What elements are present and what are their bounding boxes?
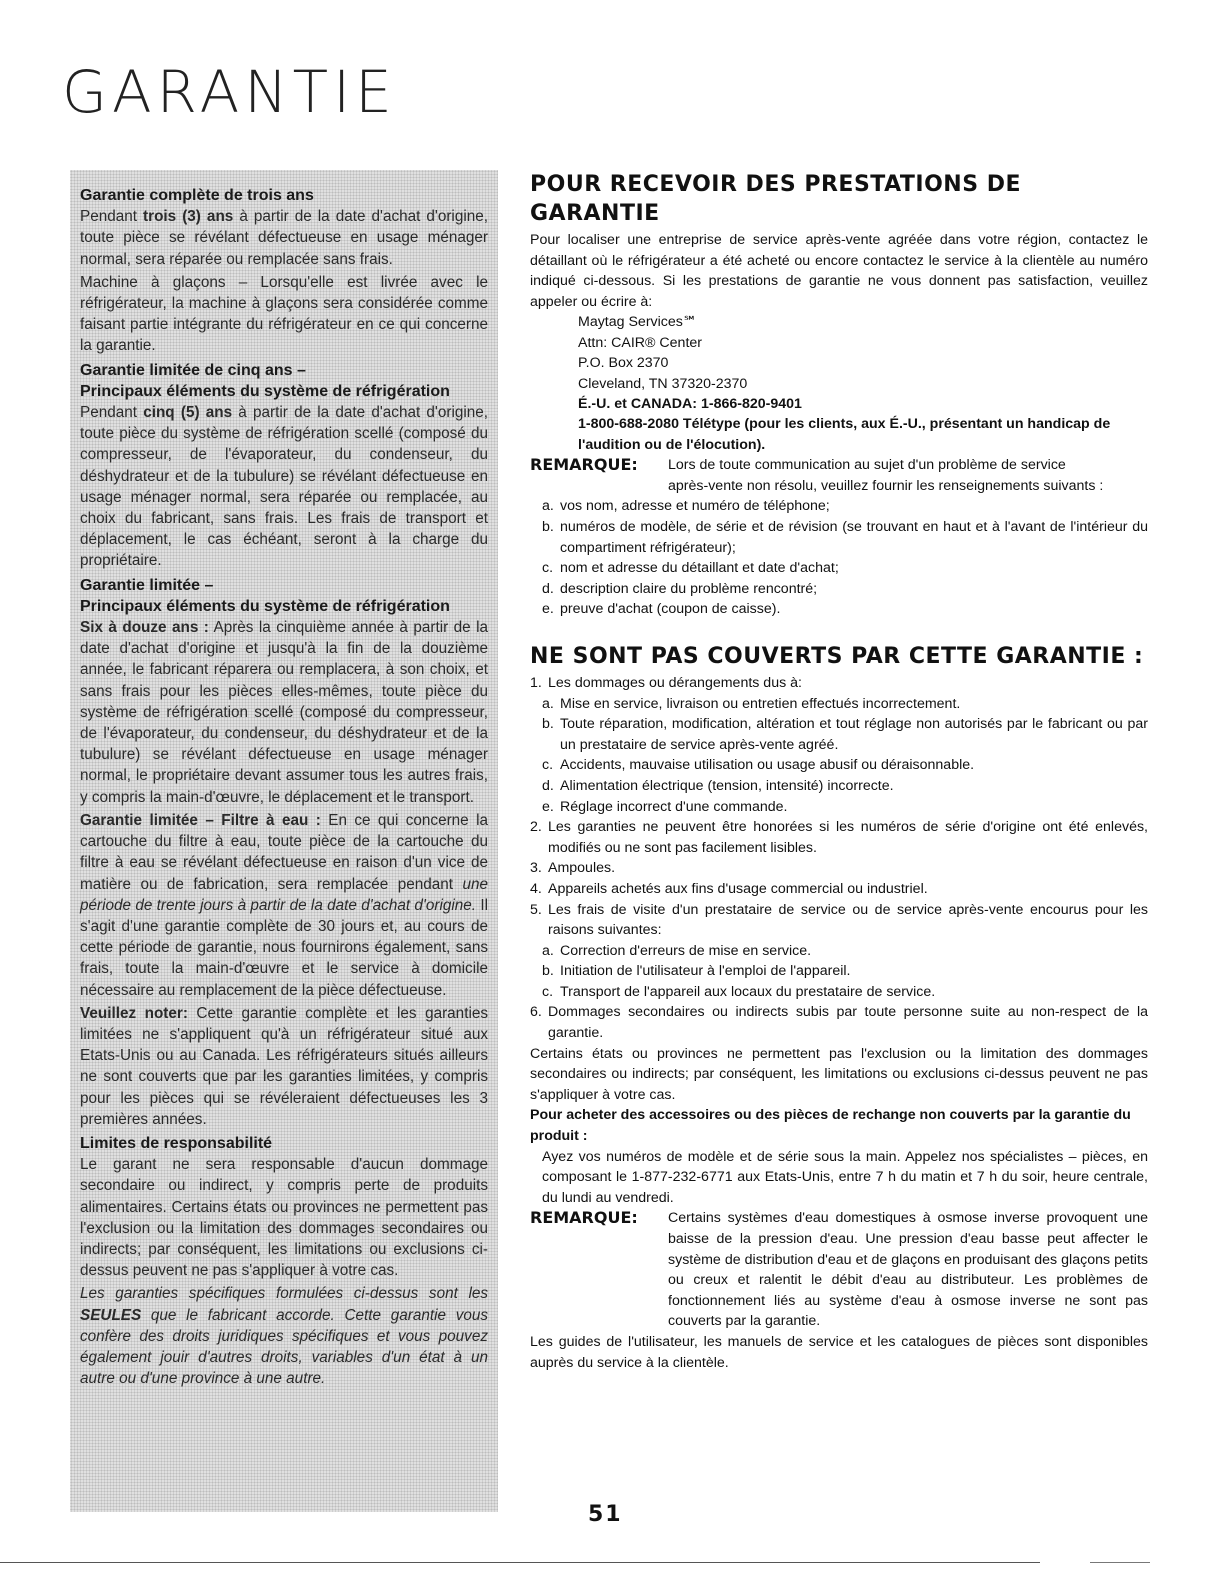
note-label: REMARQUE: <box>530 455 638 475</box>
list-item: b. Toute réparation, modification, altération et tout réglage non autorisés par le fabricant ou par un prestataire de service après-vente agréé. <box>542 716 1148 753</box>
bottom-rule <box>0 1562 1040 1563</box>
tty-number: 1-800-688-2080 Télétype (pour les clients, aux É.-U., présentant un handicap de l'audition ou de l'élocution). <box>578 416 1111 453</box>
list-item: 6. Dommages secondaires ou indirects subis par toute personne suite au non-respect de la garantie. <box>530 1004 1148 1042</box>
ice-maker-paragraph: Machine à glaçons – Lorsqu'elle est livrée avec le réfrigérateur, la machine à glaçons sera considérée comme faisant partie intégrante du réfrigérateur en ce qui concerne la garantie. <box>80 273 488 355</box>
phone-number: É.-U. et CANADA: 1-866-820-9401 <box>578 396 802 412</box>
exclusions-list <box>530 673 1148 694</box>
list-item: a. Correction d'erreurs de mise en service. <box>542 942 812 959</box>
section-heading: Garantie limitée de cinq ans – <box>80 361 306 379</box>
service-info-column: POUR RECEVOIR DES PRESTATIONS DE GARANTIE Pour localiser une entreprise de service après-vente agréée dans votre région, contactez le détaillant où le réfrigérateur a été acheté ou encore contactez le service à la clientèle au numéro indiqué ci-dessous. Si les prestations de garantie ne vous donnent pas satisfaction, veuillez appeler ou écrire à: Maytag Services℠ Attn: CAIR® Center P.O. Box 2370 Cleveland, TN 37320-2370 É.-U. et CANADA: 1-866-820-9401 1-800-688-2080 Télétype (pour les clients, aux É.-U., présentant un handicap de l'audition ou de l'élocution). REMARQUE: Lors de toute communication au sujet d'un problème de service après-vente non résolu, veuillez fournir les renseignements suivants : a. vos nom, adresse et numéro de téléphone; b. numéros de modèle, de série et de révision (se trouvant en haut et à l'avant de l'intérieur du compartiment réfrigérateur); c. nom et adresse du détaillant et date d'achat; d. description claire du problème rencontré; e. preuve d'achat (coupon de caisse). NE SONT PAS COUVERTS PAR CETTE GARANTIE : 1. Les dommages ou dérangements dus à: a. Mise en service, livraison ou entretien effectués incorrectement. b. Toute réparation, modification, altération et tout réglage non autorisés par le fabricant ou par un prestataire de service après-vente agréé. c. Accidents, mauvaise utilisation ou usage abusif ou déraisonnable. d. Alimentation électrique (tension, intensité) incorrecte. e. Réglage incorrect d'une commande. 2. Les garanties ne peuvent être honorées si les numéros de série d'origine ont été enlevés, modifiés ou ne sont pas facilement lisibles. 3. Ampoules. 4. Appareils achetés aux fins d'usage commercial ou industriel. 5. Les frais de visite d'un prestataire de service ou de service après-vente encourus pour les raisons suivantes: a. Correction d'erreurs de mise en service. b. Initiation de l'utilisateur à l'emploi de l'appareil. c. Transport de l'appareil aux locaux du prestataire de service. 6. Dommages secondaires ou indirects subis par toute personne suite au non-respect de la garantie. Certains états ou provinces ne permettent pas l'exclusion ou la limitation des dommages secondaires ou indirects; par conséquent, les limitations ou exclusions ci-dessus peuvent ne pas s'appliquer à votre cas. Pour acheter des accessoires ou des pièces de rechange non couverts par la garantie du produit : Ayez vos numéros de modèle et de série sous la main. Appelez nos spécialistes – pièces, en composant le 1-877-232-6771 aux Etats-Unis, entre 7 h du matin et 7 h du soir, heure centrale, du lundi au vendredi. REMARQUE: Certains systèmes d'eau domestiques à osmose inverse provoquent une baisse de la pression d'eau. Une pression d'eau basse peut affecter le système de distribution d'eau et de glaçons en produisant des glaçons petits ou creux et ralentit le débit d'eau au distributeur. Les problèmes de fonctionnement liés au système d'eau à osmose inverse ne sont pas couverts par la garantie. Les guides de l'utilisateur, les manuels de service et les catalogues de pièces sont disponibles auprès du service à la clientèle. <box>530 170 1148 1373</box>
accessories-heading: Pour acheter des accessoires ou des pièces de rechange non couverts par la garantie du produit : <box>530 1107 1131 1145</box>
section-heading: Garantie complète de trois ans <box>80 187 314 204</box>
exclusions-list-end <box>530 1002 1148 1043</box>
list-item: c. Transport de l'appareil aux locaux du prestataire de service. <box>542 983 936 1000</box>
accessories-paragraph: Ayez vos numéros de modèle et de série sous la main. Appelez nos spécialistes – pièces, en composant le 1-877-232-6771 aux Etats-Unis, entre 7 h du matin et 7 h du soir, heure centrale, du lundi au vendredi. <box>542 1148 1148 1206</box>
section-title: NE SONT PAS COUVERTS PAR CETTE GARANTIE : <box>530 643 1144 669</box>
section-subheading: Principaux éléments du système de réfrigération <box>80 597 450 615</box>
list-item: d. Alimentation électrique (tension, intensité) incorrecte. <box>542 777 894 794</box>
page-number: 51 <box>588 1502 623 1527</box>
list-item: a. Mise en service, livraison ou entretien effectués incorrectement. <box>542 695 961 712</box>
section-subheading: Principaux éléments du système de réfrigération <box>80 382 450 400</box>
list-item: b. Initiation de l'utilisateur à l'emploi de l'appareil. <box>542 963 851 980</box>
exclusions-list-cont <box>530 817 1148 941</box>
five-year-warranty-section: Garantie limitée de cinq ans – Principaux éléments du système de réfrigération Pendant cinq (5) ans à partir de la date d'achat d'origine, toute pièce du système de réfrigération scellé (composé du compresseur, de l'évaporateur, du condenseur, du déshydrateur et de la tubulure) se révélant défectueuse en usage ménager normal, sera réparée ou remplacée, au choix du fabricant, sans frais. Les frais de transport et déplacement, le cas échéant, seront à la charge du propriétaire. <box>80 361 489 570</box>
note-block: REMARQUE: Lors de toute communication au sujet d'un problème de service <box>530 455 1066 475</box>
states-paragraph: Certains états ou provinces ne permettent pas l'exclusion ou la limitation des dommages secondaires ou indirects; par conséquent, les limitations ou exclusions ci-dessus peuvent ne pas s'appliquer à votre cas. <box>530 1045 1148 1103</box>
section-heading: Garantie limitée – <box>80 576 214 594</box>
warranty-terms-panel <box>70 170 498 1512</box>
note-label: REMARQUE: <box>530 1208 638 1228</box>
list-item: 1. Les dommages ou dérangements dus à: <box>530 674 802 691</box>
section-heading: Limites de responsabilité <box>80 1134 273 1152</box>
list-item: 2. Les garanties ne peuvent être honorées si les numéros de série d'origine ont été enlevés, modifiés ou ne sont pas facilement lisibles. <box>530 819 1148 856</box>
limited-warranty-section: Garantie limitée – Principaux éléments du système de réfrigération Six à douze ans : Après la cinquième année à partir de la date d'achat d'origine et jusqu'à la fin de la douzième année, le fabricant réparera ou remplacera, à son choix, et sans frais pour les pièces elles-mêmes, toute pièce du système de réfrigération scellé (composé du compresseur, de l'évaporateur, du condenseur, du déshydrateur et de la tubulure) se révélant défectueuse en usage ménager normal, le propriétaire devant assumer tous les autres frais, y compris la main-d'œuvre, le déplacement et le transport. <box>80 576 488 806</box>
service-address: Maytag Services℠ Attn: CAIR® Center P.O. Box 2370 Cleveland, TN 37320-2370 É.-U. et CANADA: 1-866-820-9401 1-800-688-2080 Télétype (pour les clients, aux É.-U., présentant un handicap de l'audition ou de l'élocution). <box>578 312 1148 455</box>
list-item: e. preuve d'achat (coupon de caisse). <box>542 601 781 618</box>
exclusive-warranty-note: Les garanties spécifiques formulées ci-dessus sont les SEULES que le fabricant accorde. Cette garantie vous confère des droits juridiques spécifiques et vous pouvez également jouir d'autres droits, variables d'un état à un autre ou d'une province à une autre. <box>80 1285 488 1388</box>
page-title: GARANTIE <box>62 58 397 126</box>
full-warranty-section: Garantie complète de trois ans Pendant trois (3) ans à partir de la date d'achat d'origine, toute pièce se révélant défectueuse en usage ménager normal, sera réparée ou remplacée sans frais. <box>80 187 489 268</box>
note-block: REMARQUE: Certains systèmes d'eau domestiques à osmose inverse provoquent une baisse de la pression d'eau. Une pression d'eau basse peut affecter le système de distribution d'eau et de glaçons en produisant des glaçons petits ou creux et ralentit le débit d'eau au distributeur. Les problèmes de fonctionnement liés au système d'eau à osmose inverse ne sont pas couverts par la garantie. <box>530 1208 1148 1332</box>
sub-list <box>542 694 1148 818</box>
liability-limits-section: Limites de responsabilité Le garant ne sera responsable d'aucun dommage secondaire ou indirect, y compris perte de produits alimentaires. Certains états ou provinces ne permettent pas l'exclusion ou la limitation des dommages secondaires ou indirects; par conséquent, les limitations ou exclusions ci-dessus peuvent ne pas s'appliquer à votre cas. <box>80 1134 488 1280</box>
bottom-rule <box>1090 1562 1150 1563</box>
list-item: e. Réglage incorrect d'une commande. <box>542 798 788 815</box>
required-info-list <box>542 496 1148 620</box>
list-item: 4. Appareils achetés aux fins d'usage commercial ou industriel. <box>530 880 928 897</box>
guides-paragraph: Les guides de l'utilisateur, les manuels de service et les catalogues de pièces sont disponibles auprès du service à la clientèle. <box>530 1333 1148 1371</box>
please-note-paragraph: Veuillez noter: Cette garantie complète et les garanties limitées ne s'appliquent qu'à un réfrigérateur situé aux Etats-Unis ou au Canada. Les réfrigérateurs situés ailleurs ne sont couverts que par les garanties limitées, y compris pour les pièces qui se révéleraient défectueuses les 3 premières années. <box>80 1004 488 1128</box>
list-item: a. vos nom, adresse et numéro de téléphone; <box>542 498 830 515</box>
list-item: d. description claire du problème rencontré; <box>542 580 818 597</box>
section-title: POUR RECEVOIR DES PRESTATIONS DE GARANTIE <box>530 172 1022 226</box>
list-item: 5. Les frais de visite d'un prestataire de service ou de service après-vente encourus pour les raisons suivantes: <box>530 901 1148 939</box>
list-item: c. Accidents, mauvaise utilisation ou usage abusif ou déraisonnable. <box>542 757 975 774</box>
list-item: b. numéros de modèle, de série et de révision (se trouvant en haut et à l'avant de l'intérieur du compartiment réfrigérateur); <box>542 519 1148 556</box>
list-item: c. nom et adresse du détaillant et date d'achat; <box>542 560 839 577</box>
water-filter-warranty: Garantie limitée – Filtre à eau : En ce qui concerne la cartouche du filtre à eau, toute pièce de la cartouche du filtre à eau se révélant défectueuse en raison d'un vice de matière ou de fabrication, sera remplacée pendant une période de trente jours à partir de la date d'achat d'origine. Il s'agit d'une garantie complète de 30 jours et, au cours de cette période de garantie, nous fournirons également, sans frais, toute la main-d'œuvre et le service à domicile nécessaire au remplacement de la pièce défectueuse. <box>80 811 488 999</box>
service-locator-paragraph: Pour localiser une entreprise de service après-vente agréée dans votre région, contactez le détaillant où le réfrigérateur a été acheté ou encore contactez le service à la clientèle au numéro indiqué ci-dessous. Si les prestations de garantie ne vous donnent pas satisfaction, veuillez appeler ou écrire à: <box>530 232 1148 310</box>
sub-list <box>542 941 1148 1003</box>
list-item: 3. Ampoules. <box>530 860 616 877</box>
